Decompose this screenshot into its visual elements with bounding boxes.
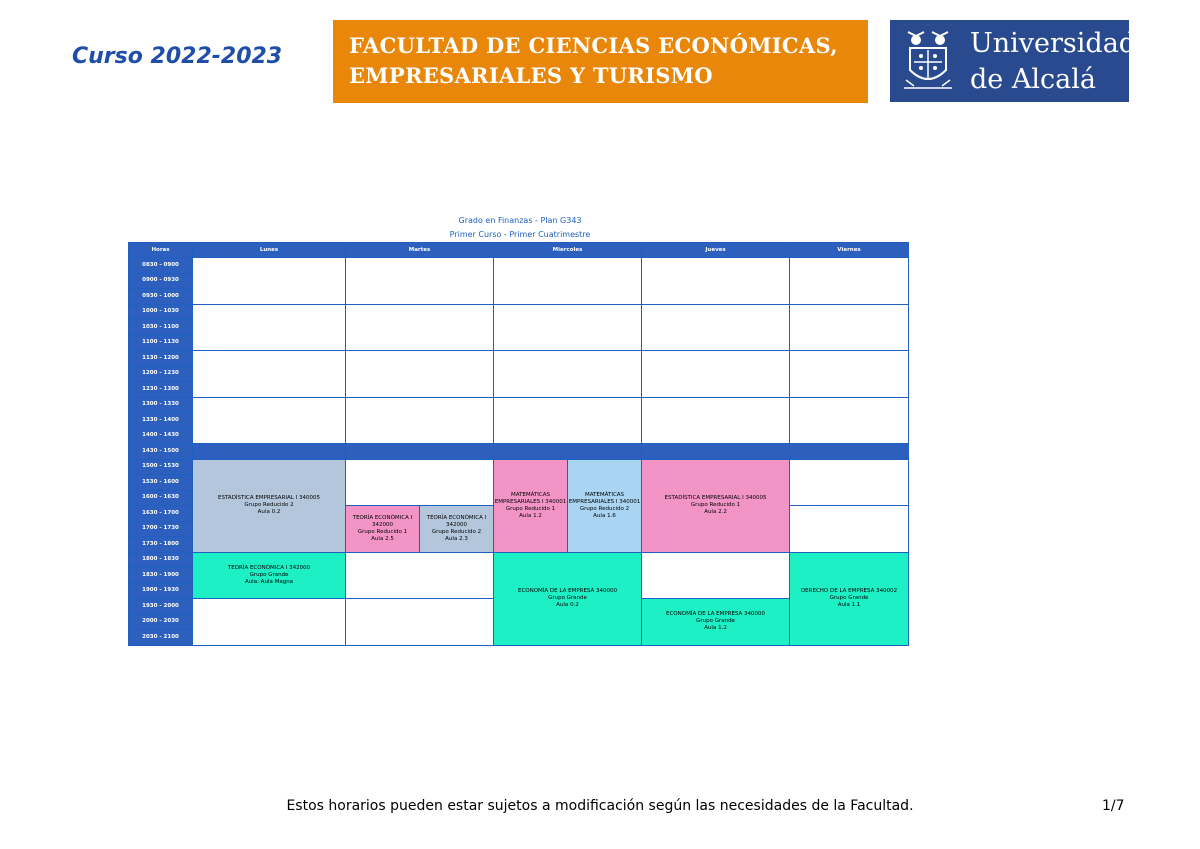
hour-cell: 1530 - 1600 [129, 475, 193, 491]
class-block[interactable] [494, 459, 568, 552]
timetable-title: Grado en Finanzas - Plan G343 [458, 216, 582, 225]
class-group: Grupo Grande [829, 595, 869, 601]
empty-slot [790, 459, 909, 506]
hour-cell: 2030 - 2100 [129, 630, 193, 646]
table-row [129, 397, 909, 413]
hour-cell: 1830 - 1900 [129, 568, 193, 584]
hour-cell: 1200 - 1230 [129, 366, 193, 382]
hour-cell: 1100 - 1130 [129, 335, 193, 351]
class-block[interactable] [642, 459, 790, 552]
empty-slot [494, 258, 642, 305]
class-name: TEORÍA ECONÓMICA I 342000 [426, 514, 487, 528]
class-block[interactable] [420, 506, 494, 553]
hour-cell: 1600 - 1630 [129, 490, 193, 506]
hour-cell: 0930 - 1000 [129, 289, 193, 305]
hour-cell: 1030 - 1100 [129, 320, 193, 336]
empty-slot [790, 397, 909, 444]
class-room: Aula 0.2 [556, 602, 579, 608]
header-tuesday: Martes [346, 243, 494, 258]
empty-slot [346, 459, 494, 506]
header-wednesday: Miercoles [494, 243, 642, 258]
empty-slot [494, 351, 642, 398]
timetable-subtitle: Primer Curso - Primer Cuatrimestre [449, 230, 591, 239]
class-block[interactable] [193, 552, 346, 599]
empty-slot [193, 397, 346, 444]
empty-slot [790, 506, 909, 553]
hour-cell: 1400 - 1430 [129, 428, 193, 444]
class-block[interactable] [346, 506, 420, 553]
class-block[interactable] [790, 552, 909, 645]
class-room: Aula 2.2 [704, 509, 727, 515]
empty-slot [642, 397, 790, 444]
empty-slot [193, 599, 346, 646]
hour-cell: 1730 - 1800 [129, 537, 193, 553]
class-room: Aula 2.3 [445, 535, 468, 542]
class-group: Grupo Grande [249, 571, 289, 578]
empty-slot [346, 258, 494, 305]
table-row [129, 459, 909, 475]
empty-slot [494, 304, 642, 351]
hour-cell: 1800 - 1830 [129, 552, 193, 568]
break-slot [346, 444, 494, 460]
hour-cell: 1900 - 1930 [129, 583, 193, 599]
class-room: Aula 1.1 [837, 602, 861, 608]
hour-cell: 1430 - 1500 [129, 444, 193, 460]
table-row [129, 304, 909, 320]
class-name: TEORÍA ECONÓMICA I 342000 [352, 514, 413, 528]
university-name-line2: de Alcalá [970, 64, 1096, 95]
empty-slot [193, 304, 346, 351]
empty-slot [790, 351, 909, 398]
timetable [128, 242, 909, 646]
header-friday: Viernes [790, 243, 909, 258]
break-slot [642, 444, 790, 460]
class-group: Grupo Reducido 2 [579, 505, 630, 512]
break-slot [494, 444, 642, 460]
faculty-name-line2: EMPRESARIALES Y TURISMO [349, 63, 713, 88]
class-group: Grupo Grande [548, 595, 587, 601]
break-slot [790, 444, 909, 460]
hour-cell: 0830 - 0900 [129, 258, 193, 274]
class-group: Grupo Reducido 2 [431, 528, 482, 535]
timetable-header-row [129, 243, 909, 258]
empty-slot [346, 351, 494, 398]
class-name: ECONOMÍA DE LA EMPRESA 340000 [517, 588, 618, 594]
table-row [129, 258, 909, 274]
empty-slot [790, 258, 909, 305]
empty-slot [346, 304, 494, 351]
class-block[interactable] [642, 599, 790, 646]
class-block[interactable] [568, 459, 642, 552]
empty-slot [346, 599, 494, 646]
hour-cell: 0900 - 0930 [129, 273, 193, 289]
table-row [129, 351, 909, 367]
lunch-break-row [129, 444, 909, 460]
empty-slot [494, 397, 642, 444]
class-group: Grupo Reducido 1 [690, 502, 741, 508]
page-number: 1/7 [1102, 798, 1125, 814]
hour-cell: 1930 - 2000 [129, 599, 193, 615]
university-crest-icon [902, 30, 954, 92]
hour-cell: 1700 - 1730 [129, 521, 193, 537]
hour-cell: 1230 - 1300 [129, 382, 193, 398]
empty-slot [346, 552, 494, 599]
class-room: Aula 0.2 [257, 509, 281, 515]
empty-slot [642, 258, 790, 305]
table-row [129, 552, 909, 568]
empty-slot [642, 552, 790, 599]
class-group: Grupo Grande [696, 618, 735, 625]
empty-slot [642, 351, 790, 398]
class-name: ECONOMÍA DE LA EMPRESA 340000 [665, 611, 766, 618]
faculty-banner [333, 20, 868, 103]
header-hours: Horas [129, 243, 193, 258]
class-group: Grupo Reducido 1 [505, 505, 556, 512]
class-room: Aula: Aula Magna [244, 578, 294, 585]
class-block[interactable] [494, 552, 642, 645]
class-room: Aula 2.5 [371, 535, 394, 542]
hour-cell: 1500 - 1530 [129, 459, 193, 475]
empty-slot [193, 351, 346, 398]
class-name: ESTADÍSTICA EMPRESARIAL I 340005 [664, 495, 767, 501]
hour-cell: 1000 - 1030 [129, 304, 193, 320]
faculty-name-line1: FACULTAD DE CIENCIAS ECONÓMICAS, [349, 33, 838, 58]
class-name: DERECHO DE LA EMPRESA 340002 [800, 588, 898, 594]
class-room: Aula 1.6 [593, 512, 616, 519]
hour-cell: 2000 - 2030 [129, 614, 193, 630]
hour-cell: 1630 - 1700 [129, 506, 193, 522]
class-name: TEORÍA ECONÓMICA I 342000 [227, 564, 311, 571]
break-slot [193, 444, 346, 460]
empty-slot [790, 304, 909, 351]
empty-slot [642, 304, 790, 351]
class-group: Grupo Reducido 1 [357, 528, 408, 535]
class-name: MATEMÁTICAS EMPRESARIALES I 340001 [568, 491, 641, 505]
class-name: MATEMÁTICAS EMPRESARIALES I 340001 [494, 491, 567, 505]
university-logo [890, 20, 1137, 102]
class-block[interactable] [193, 459, 346, 552]
hour-cell: 1300 - 1330 [129, 397, 193, 413]
class-room: Aula 1.2 [519, 512, 542, 519]
empty-slot [193, 258, 346, 305]
class-name: ESTADÍSTICA EMPRESARIAL I 340005 [218, 495, 320, 501]
university-name-line1: Universidad [970, 28, 1137, 59]
header-monday: Lunes [193, 243, 346, 258]
footer-note: Estos horarios pueden estar sujetos a modificación según las necesidades de la Facultad. [286, 798, 914, 814]
class-group: Grupo Reducido 2 [244, 502, 294, 508]
header-thursday: Jueves [642, 243, 790, 258]
class-room: Aula 1.2 [704, 625, 727, 632]
hour-cell: 1130 - 1200 [129, 351, 193, 367]
course-year: Curso 2022-2023 [72, 44, 283, 69]
hour-cell: 1330 - 1400 [129, 413, 193, 429]
empty-slot [346, 397, 494, 444]
